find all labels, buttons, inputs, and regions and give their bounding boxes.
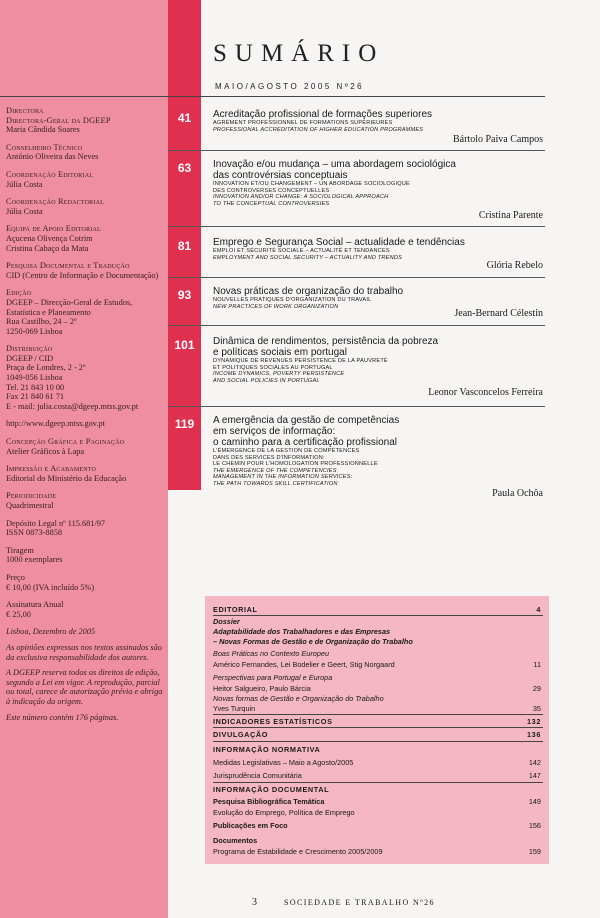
page-ref: 136 xyxy=(527,730,541,739)
section-editorial[interactable]: EDITORIAL 4 xyxy=(213,605,541,614)
article-title-fr: INNOVATION ET/OU CHANGEMENT – UN ABORDAGE SOCIOLOGIQUE xyxy=(213,181,410,187)
article-title-en: INNOVATION AND/OR CHANGE: A SOCIOLOGICAL APPROACH xyxy=(213,194,389,201)
documental-pesquisa-text: Evolução do Emprego, Política de Emprego xyxy=(213,808,355,817)
article-title-en-line2: TO THE CONCEPTUAL CONTROVERSIES xyxy=(213,200,330,207)
article-title-en: NEW PRACTICES OF WORK ORGANIZATION xyxy=(213,303,339,310)
article-title-line3: o caminho para a certificação profissional xyxy=(213,437,397,448)
credit-design: Concepção Gráfica e Paginação Atelier Gráficos à Lapa xyxy=(6,437,125,456)
normativa-item-2[interactable]: Jurisprudência Comunitária 147 xyxy=(213,771,541,780)
article-page-number: 93 xyxy=(177,288,192,302)
article-title: Novas práticas de organização do trabalho xyxy=(213,286,404,297)
article-title-fr: NOUVELLES PRATIQUES D'ORGANIZATION DU TRAVAIL xyxy=(213,297,372,303)
entry-rule xyxy=(168,226,545,227)
dossier-theme-line2: – Novas Formas de Gestão e de Organização do Trabalho xyxy=(213,637,413,646)
article-title-line2: das controvérsias conceptuais xyxy=(213,170,348,181)
article-title-fr-line2: DES CONTROVERSES CONCEPTUELLES xyxy=(213,187,330,194)
page-ref: 4 xyxy=(536,605,541,614)
page-ref: 29 xyxy=(532,684,541,693)
article-page-number: 63 xyxy=(177,161,192,175)
credit-print-run: Tiragem 1000 exemplares xyxy=(6,545,63,565)
article-title-en: THE EMERGENCE OF THE COMPETENCIES xyxy=(213,467,337,474)
article-author: Bártolo Paiva Campos xyxy=(453,134,543,145)
section-rule xyxy=(213,615,543,616)
dossier-label: Dossier xyxy=(213,617,240,626)
page-ref: 132 xyxy=(527,717,541,726)
dossier-item-1[interactable]: Américo Fernandes, Lei Bodelier e Geert, Stig Norgaard 11 xyxy=(213,660,541,669)
documental-foco[interactable]: Publicações em Foco 156 xyxy=(213,821,541,830)
article-entry-2[interactable] xyxy=(0,158,545,226)
article-title-en-line2: AND SOCIAL POLICIES IN PORTUGAL xyxy=(213,377,320,384)
article-title: Emprego e Segurança Social – actualidade e tendências xyxy=(213,237,465,248)
credit-edition: Edição DGEEP – Direcção-Geral de Estudos, Estatística e Planeamento Rua Castilho, 24 – 2º 1250-069 Lisboa xyxy=(6,288,133,336)
entry-rule xyxy=(168,150,545,151)
article-author: Jean-Bernard Célestin xyxy=(454,308,543,319)
article-title-fr-line2: ET POLITIQUES SOCIALES AU PORTUGAL xyxy=(213,364,333,371)
masthead-title: SUMÁRIO xyxy=(213,40,385,67)
article-entry-5[interactable] xyxy=(0,335,545,407)
article-title-en: PROFESSIONAL ACCREDITATION OF HIGHER EDUCATION PROGRAMMES xyxy=(213,126,424,133)
page-ref: 156 xyxy=(528,821,541,830)
article-title-en: INCOME DYNAMICS, POVERTY PERSISTENCE xyxy=(213,371,345,378)
page-ref: 149 xyxy=(528,797,541,806)
section-divulgacao[interactable]: DIVULGAÇÃO 136 xyxy=(213,730,541,739)
page-ref: 35 xyxy=(532,704,541,713)
footer-journal-name: SOCIEDADE E TRABALHO Nº26 xyxy=(284,898,435,907)
article-title: Dinâmica de rendimentos, persistência da pobreza xyxy=(213,336,439,347)
article-entry-1[interactable] xyxy=(0,108,545,146)
issue-line: MAIO/AGOSTO 2005 Nº26 xyxy=(215,82,365,91)
article-title-fr: DYNAMIQUE DE REVENUES PERSISTENCE DE LA PAUVRETÉ xyxy=(213,358,388,364)
credit-documentation: Pesquisa Documental e Tradução CID (Centro de Informação e Documentação) xyxy=(6,261,159,280)
section-rule xyxy=(213,741,543,742)
credit-page-count: Este número contém 176 páginas. xyxy=(6,712,119,722)
article-page-number: 81 xyxy=(177,239,192,253)
dossier-item-2[interactable]: Heitor Salgueiro, Paulo Bárcia 29 xyxy=(213,684,541,693)
section-normativa: INFORMAÇÃO NORMATIVA xyxy=(213,745,321,754)
article-page-number: 101 xyxy=(174,338,195,352)
article-title-en-line2: MANAGEMENT IN THE INFORMATION SERVICES: xyxy=(213,474,353,481)
article-entry-3[interactable] xyxy=(0,236,545,278)
normativa-item-1[interactable]: Medidas Legislativas – Maio a Agosto/2005 142 xyxy=(213,758,541,767)
article-entry-4[interactable] xyxy=(0,285,545,327)
entry-rule xyxy=(168,325,545,326)
article-title: A emergência da gestão de competências xyxy=(213,415,400,426)
dossier-theme: Adaptabilidade dos Trabalhadores e das Empresas xyxy=(213,627,391,636)
article-page-number: 119 xyxy=(174,417,195,431)
section-rule xyxy=(213,727,543,728)
article-title-fr: L'ÉMERGENCE DE LA GESTION DE COMPÉTENCES xyxy=(213,448,360,454)
article-title-fr-line2: DANS DES SERVICES D'INFORMATION: xyxy=(213,454,325,461)
credit-distribution: Distribuição DGEEP / CID Praça de Londres, 2 - 2º 1049-056 Lisboa Tel. 21 843 10 00 Fax 21 840 61 71 E - mail: julia.costa@dgeep.mtss.gov.pt xyxy=(6,344,164,411)
credit-direction: Directora Directora-Geral da DGEEP Maria Cândida Soares xyxy=(6,106,111,135)
page-ref: 142 xyxy=(528,758,541,767)
credit-editing-coord: Coordenação Redactorial Júlia Costa xyxy=(6,197,104,216)
dossier-subtitle: Boas Práticas no Contexto Europeu xyxy=(213,649,330,658)
article-author: Glória Rebelo xyxy=(486,260,543,271)
article-author: Leonor Vasconcelos Ferreira xyxy=(428,387,543,398)
article-title-fr-line3: LE CHEMIN POUR L'HOMOLOGATION PROFESSIONNELLE xyxy=(213,461,378,468)
masthead-rule xyxy=(0,96,545,97)
credit-legal: Depósito Legal nº 115.681/97 ISSN 0873-8858 xyxy=(6,518,106,538)
section-documental: INFORMAÇÃO DOCUMENTAL xyxy=(213,785,330,794)
article-title: Inovação e/ou mudança – uma abordagem sociológica xyxy=(213,159,456,170)
dossier-item-3[interactable]: Yves Turquin 35 xyxy=(213,704,541,713)
entry-rule xyxy=(168,277,545,278)
credit-price: Preço € 10,00 (IVA incluído 5%) xyxy=(6,572,95,592)
article-page-number: 41 xyxy=(177,111,192,125)
section-statistics[interactable]: INDICADORES ESTATÍSTICOS 132 xyxy=(213,717,541,726)
contact-email[interactable]: E - mail: julia.costa@dgeep.mtss.gov.pt xyxy=(6,401,139,411)
article-author: Paula Ochôa xyxy=(492,488,543,499)
article-title-line2: em serviços de informação: xyxy=(213,426,336,437)
article-title-fr: EMPLOI ET SÉCURITÉ SOCIALE – ACTUALITÉ ET TENDANCES xyxy=(213,248,390,254)
article-title-fr: AGRÉMENT PROFESSIONNEL DE FORMATIONS SUPÉRIEURES xyxy=(213,120,393,126)
page-ref: 159 xyxy=(528,847,541,856)
entry-rule xyxy=(168,406,545,407)
credit-periodicity: Periodicidade Quadrimestral xyxy=(6,491,57,510)
credit-support-team: Equipa de Apoio Editorial Açucena Olivença Cotrim Cristina Cabaço da Mata xyxy=(6,224,101,253)
credit-subscription: Assinatura Anual € 25,00 xyxy=(6,600,64,619)
article-author: Cristina Parente xyxy=(478,210,543,221)
credit-disclaimer: As opiniões expressas nos textos assinados são da exclusiva responsabilidade dos autores. xyxy=(6,642,162,662)
credit-editorial-coord: Coordenação Editorial Júlia Costa xyxy=(6,169,94,189)
page-ref: 147 xyxy=(528,771,541,780)
dossier-subtitle: Novas formas de Gestão e Organização do Trabalho xyxy=(213,694,384,703)
credit-technical-advisor: Conselheiro Técnico António Oliveira das Neves xyxy=(6,142,99,162)
documental-pesquisa[interactable]: Pesquisa Bibliográfica Temática 149 xyxy=(213,797,541,806)
page-ref: 11 xyxy=(533,660,541,669)
footer-page-number: 3 xyxy=(252,897,257,908)
documental-documentos[interactable]: Programa de Estabilidade e Crescimento 2005/2009 159 xyxy=(213,847,541,856)
section-rule xyxy=(213,782,543,783)
article-title-en-line3: THE PATH TOWARDS SKILL CERTIFICATION xyxy=(213,480,338,487)
section-rule xyxy=(213,714,543,715)
credit-printing: Impressão e Acabamento Editorial do Ministério da Educação xyxy=(6,464,127,483)
dossier-subtitle: Perspectivas para Portugal e Europa xyxy=(213,673,333,682)
article-title: Acreditação profissional de formações superiores xyxy=(213,109,432,120)
credit-copyright: A DGEEP reserva todos os direitos de edição, segundo a Lei em vigor. A reprodução, parcial ou total, carece de autorização prévia e obriga à indicação da origem. xyxy=(6,668,163,706)
credit-date: Lisboa, Dezembro de 2005 xyxy=(6,627,96,637)
article-title-line2: e políticas sociais em portugal xyxy=(213,347,347,358)
website-link[interactable]: http://www.dgeep.mtss.gov.pt xyxy=(6,419,105,429)
article-title-en: EMPLOYMENT AND SOCIAL SECURITY – ACTUALITY AND TRENDS xyxy=(213,254,403,261)
article-entry-6[interactable] xyxy=(0,414,545,499)
documental-documentos-label: Documentos xyxy=(213,836,258,845)
